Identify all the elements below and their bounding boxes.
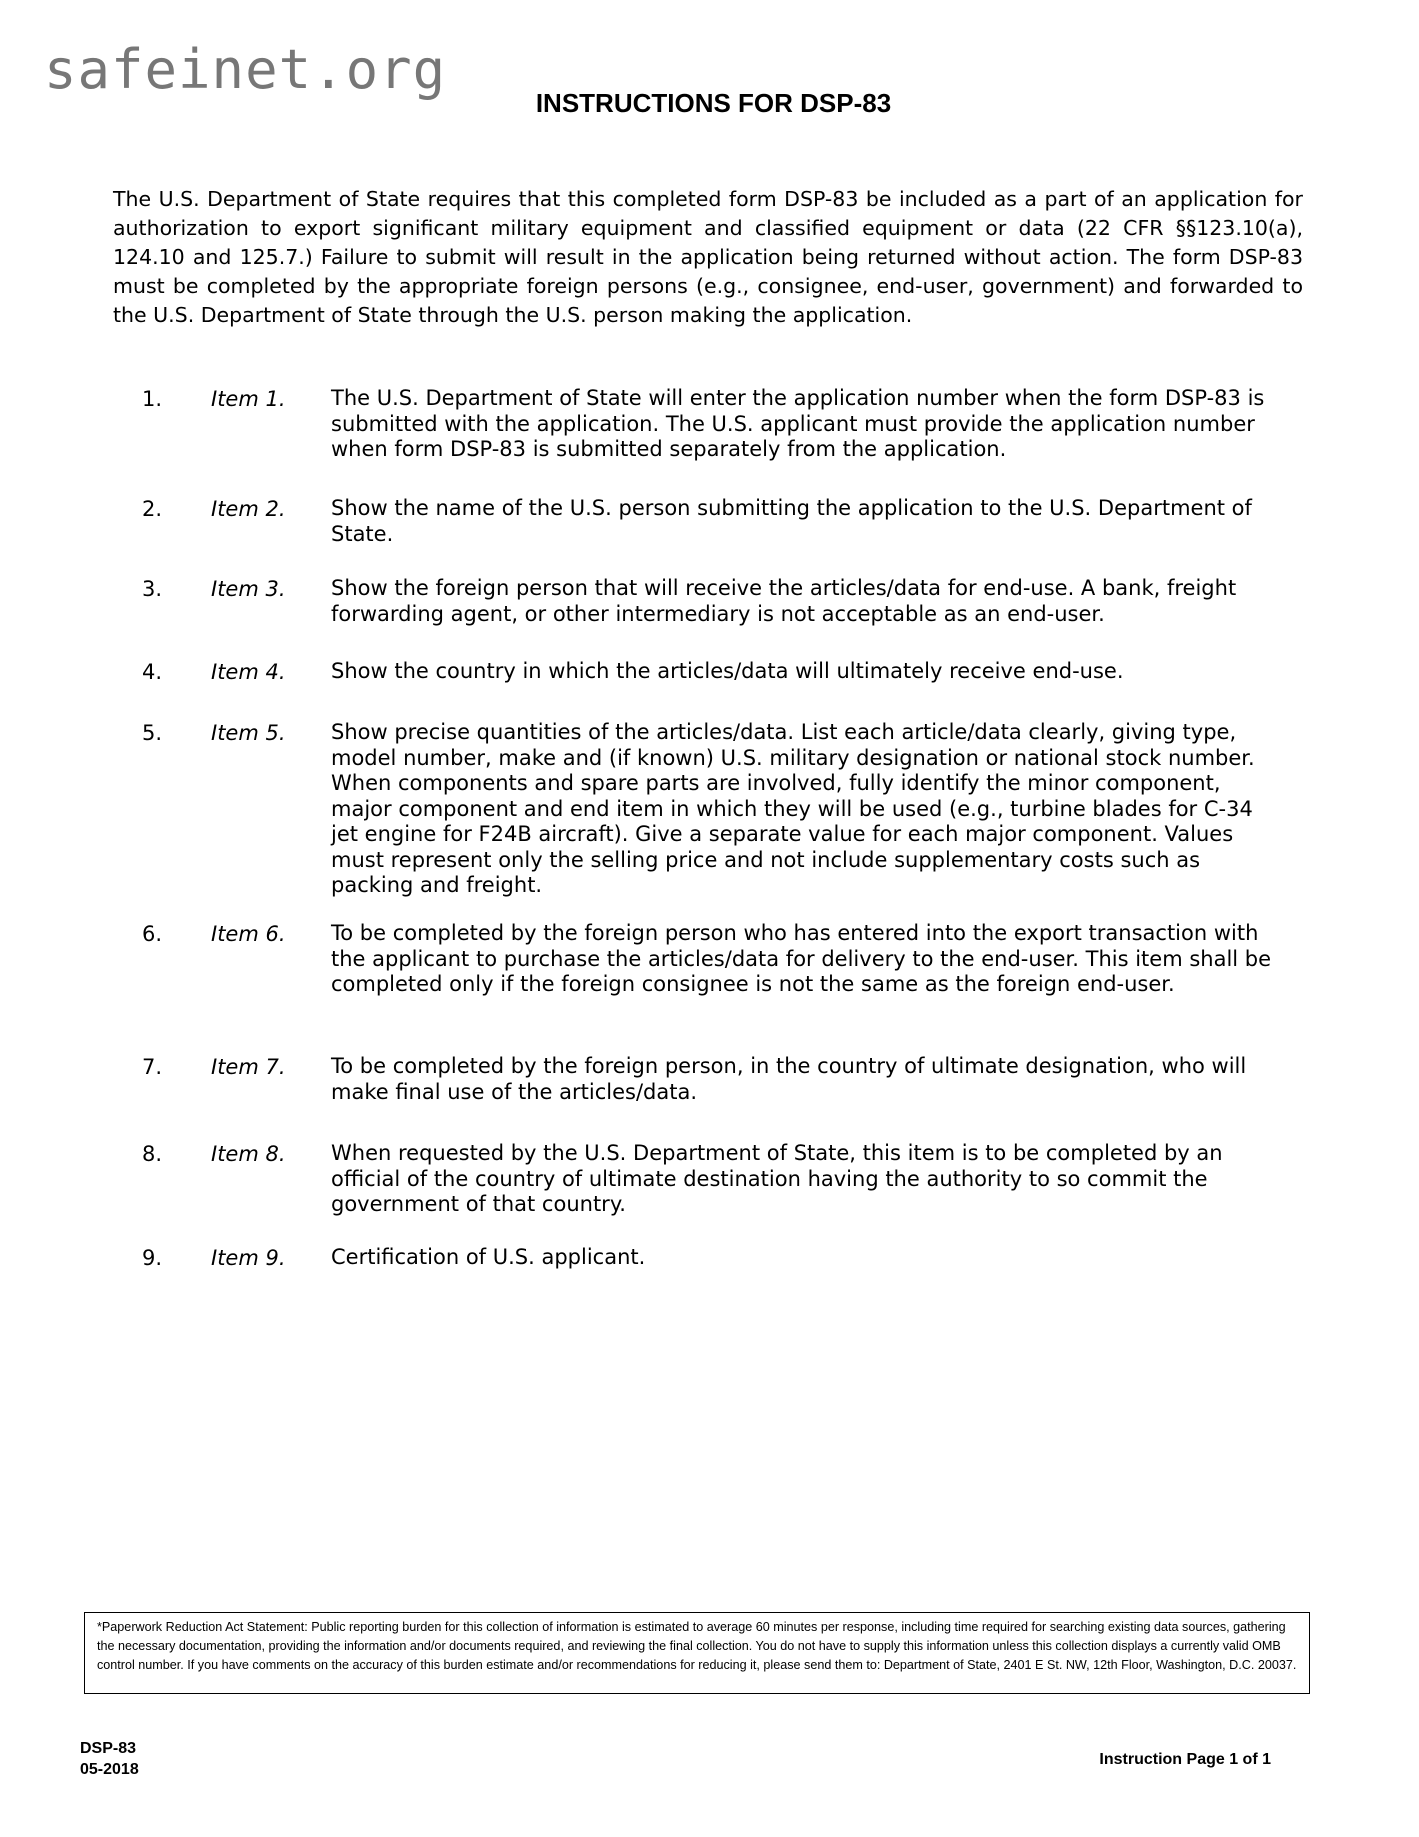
- item-text: Show the country in which the articles/data will ultimately receive end-use.: [331, 659, 1124, 683]
- item-text: To be completed by the foreign person who has entered into the export transaction with the applicant to purchase the articles/data for delivery to the end-user. This item shall be completed only if the foreign consignee is not the same as the foreign end-user.: [331, 921, 1272, 996]
- form-date: 05-2018: [80, 1761, 139, 1778]
- item-label: Item 2.: [211, 497, 286, 521]
- item-text: Certification of U.S. applicant.: [331, 1245, 646, 1269]
- item-number: 5.: [142, 721, 163, 745]
- intro-paragraph: The U.S. Department of State requires that this completed form DSP-83 be included as a part of an application for authorization to export significant military equipment and classified equipment or data (22 CFR §§123.10(a), 124.10 and 125.7.) Failure to submit will result in the application being returned without action. The form DSP-83 must be completed by the appropriate foreign persons (e.g., consignee, end-user, government) and forwarded to the U.S. Department of State through the U.S. person making the application.: [113, 187, 1303, 327]
- item-label: Item 5.: [211, 721, 286, 745]
- item-number: 3.: [142, 577, 163, 601]
- item-text: To be completed by the foreign person, in the country of ultimate designation, who will make final use of the articles/data.: [331, 1054, 1247, 1104]
- item-label: Item 3.: [211, 577, 286, 601]
- item-number: 7.: [142, 1055, 163, 1079]
- item-number: 2.: [142, 497, 163, 521]
- item-number: 8.: [142, 1142, 163, 1166]
- item-label: Item 6.: [211, 922, 286, 946]
- item-label: Item 4.: [211, 660, 286, 684]
- page-title: INSTRUCTIONS FOR DSP-83: [535, 88, 892, 118]
- item-number: 1.: [142, 387, 163, 411]
- item-text: Show the foreign person that will receive the articles/data for end-use. A bank, freight forwarding agent, or other intermediary is not acceptable as an end-user.: [331, 576, 1237, 626]
- form-identifier: [80, 1738, 139, 1780]
- item-number: 6.: [142, 922, 163, 946]
- item-text: The U.S. Department of State will enter the application number when the form DSP-83 is submitted with the application. The U.S. applicant must provide the application number when form DSP-83 is submitted separately from the application.: [331, 386, 1265, 461]
- item-label: Item 9.: [211, 1246, 286, 1270]
- item-text: Show the name of the U.S. person submitting the application to the U.S. Department of State.: [331, 496, 1252, 546]
- item-number: 9.: [142, 1246, 163, 1270]
- form-number: DSP-83: [80, 1740, 137, 1757]
- item-text: When requested by the U.S. Department of State, this item is to be completed by an official of the country of ultimate destination having the authority to so commit the government of that country.: [331, 1141, 1223, 1216]
- item-label: Item 7.: [211, 1055, 286, 1079]
- page-number: Instruction Page 1 of 1: [1099, 1751, 1271, 1768]
- watermark-text: safeinet.org: [44, 38, 447, 101]
- item-label: Item 1.: [211, 387, 286, 411]
- item-number: 4.: [142, 660, 163, 684]
- item-text: Show precise quantities of the articles/data. List each article/data clearly, giving type, model number, make and (if known) U.S. military designation or national stock number. When components and spare parts are involved, fully identify the minor component, major component and end item in which they will be used (e.g., turbine blades for C-34 jet engine for F24B aircraft). Give a separate value for each major component. Values must represent only the selling price and not include supplementary costs such as packing and freight.: [331, 720, 1255, 897]
- item-label: Item 8.: [211, 1142, 286, 1166]
- paperwork-reduction-statement: *Paperwork Reduction Act Statement: Public reporting burden for this collection of information is estimated to average 60 minutes per response, including time required for searching existing data sources, gathering the necessary documentation, providing the information and/or documents required, and reviewing the final collection. You do not have to supply this information unless this collection displays a currently valid OMB control number. If you have comments on the accuracy of this burden estimate and/or recommendations for reducing it, please send them to: Department of State, 2401 E St. NW, 12th Floor, Washington, D.C. 20037.: [84, 1612, 1310, 1694]
